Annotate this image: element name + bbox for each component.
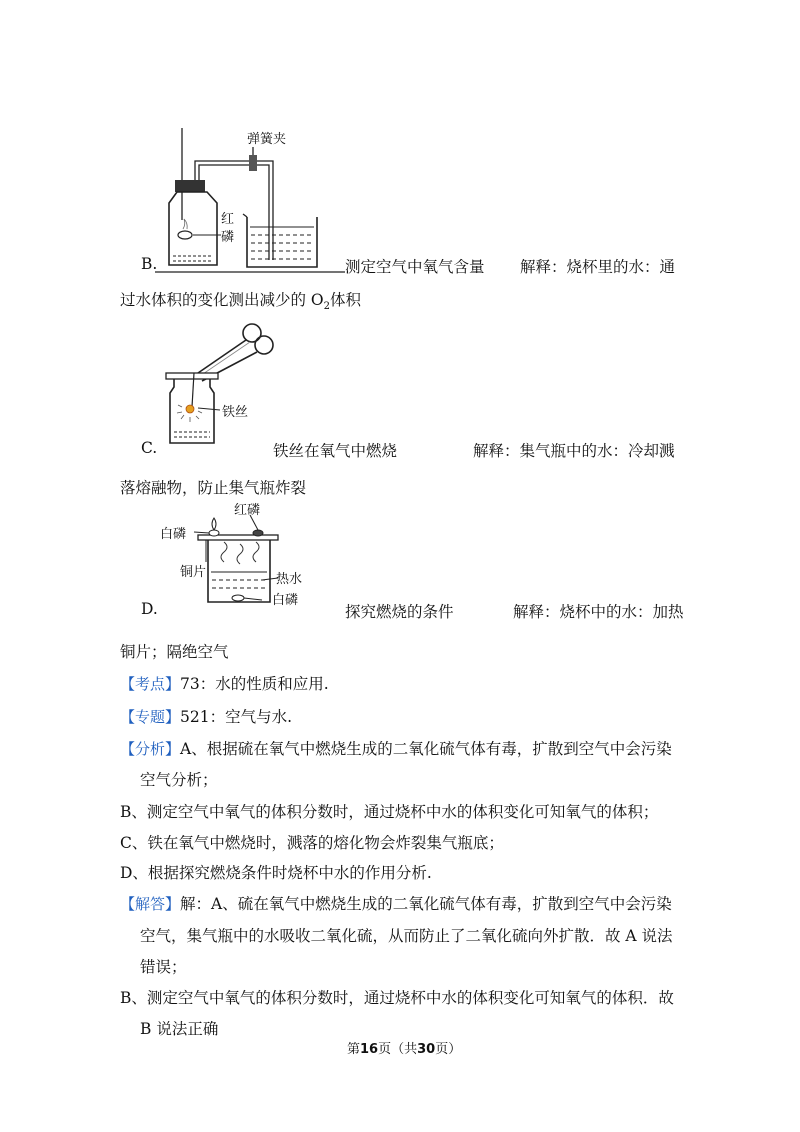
jieda-tag: 【解答】: [120, 895, 181, 913]
o2-subscript: 2: [323, 301, 331, 313]
label-red: 红: [221, 212, 235, 227]
footer-page-number: 16: [360, 1042, 379, 1057]
label-white-phosphorus-top: 白磷: [160, 527, 187, 542]
option-d-explain: 解释：烧杯中的水：加热: [513, 603, 684, 621]
label-iron-wire: 铁丝: [222, 405, 249, 420]
label-phosphorus: 磷: [221, 230, 235, 245]
figure-c-apparatus: [160, 315, 280, 450]
jieda-line-1: [120, 892, 672, 914]
zhuanti-tag: 【专题】: [120, 708, 181, 726]
jieda-line-3: 错误；: [140, 958, 187, 976]
figure-d-apparatus: [158, 502, 313, 614]
option-c-continuation: 落熔融物，防止集气瓶炸裂: [120, 479, 307, 497]
label-red-phosphorus: 红磷: [234, 503, 261, 518]
footer-pre: 第: [347, 1042, 361, 1057]
kaodian-line: [120, 672, 329, 694]
label-copper-sheet: 铜片: [180, 565, 207, 580]
label-hot-water: 热水: [276, 572, 303, 587]
kaodian-text: 73：水的性质和应用.: [180, 675, 329, 693]
option-b-letter: B.: [141, 255, 158, 273]
fenxi-line-2: 空气分析；: [140, 771, 218, 789]
option-d-continuation: 铜片；隔绝空气: [120, 643, 229, 661]
kaodian-tag: 【考点】: [120, 675, 181, 693]
option-b-cont-pre: 过水体积的变化测出减少的 O: [120, 291, 324, 309]
fenxi-line-5: D、根据探究燃烧条件时烧杯中水的作用分析.: [120, 864, 432, 882]
zhuanti-text: 521：空气与水.: [180, 708, 293, 726]
fenxi-line-1: [120, 737, 672, 759]
fenxi-text-1: A、根据硫在氧气中燃烧生成的二氧化硫气体有毒，扩散到空气中会污染: [180, 740, 672, 758]
label-white-phosphorus-bottom: 白磷: [272, 593, 299, 608]
jieda-line-4: B、测定空气中氧气的体积分数时，通过烧杯中水的体积变化可知氧气的体积．故: [120, 989, 674, 1007]
page-footer: [347, 1038, 461, 1057]
option-b-continuation: [120, 288, 361, 312]
option-c-letter: C.: [141, 439, 158, 457]
option-b-explain: 解释：烧杯里的水：通: [520, 258, 676, 276]
jieda-text-1: 解：A、硫在氧气中燃烧生成的二氧化硫气体有毒，扩散到空气中会污染: [180, 895, 672, 913]
option-b-cont-post: 体积: [330, 291, 362, 309]
fenxi-tag: 【分析】: [120, 740, 181, 758]
jieda-line-5: B 说法正确: [140, 1020, 219, 1038]
fenxi-line-4: C、铁在氧气中燃烧时，溅落的熔化物会炸裂集气瓶底；: [120, 834, 504, 852]
option-b-title: 测定空气中氧气含量: [345, 258, 485, 276]
option-c-explain: 解释：集气瓶中的水：冷却溅: [473, 442, 675, 460]
option-d-title: 探究燃烧的条件: [345, 603, 454, 621]
footer-mid: 页（共: [378, 1042, 418, 1057]
jieda-line-2: 空气，集气瓶中的水吸收二氧化硫，从而防止了二氧化硫向外扩散．故 A 说法: [140, 927, 673, 945]
footer-total-pages: 30: [417, 1042, 436, 1057]
footer-post: 页）: [435, 1042, 462, 1057]
figure-b-apparatus: [155, 125, 345, 275]
option-d-letter: D.: [141, 600, 158, 618]
option-c-title: 铁丝在氧气中燃烧: [273, 442, 398, 460]
fenxi-line-3: B、测定空气中氧气的体积分数时，通过烧杯中水的体积变化可知氧气的体积；: [120, 803, 659, 821]
zhuanti-line: [120, 705, 292, 727]
label-clamp: 弹簧夹: [247, 132, 287, 147]
